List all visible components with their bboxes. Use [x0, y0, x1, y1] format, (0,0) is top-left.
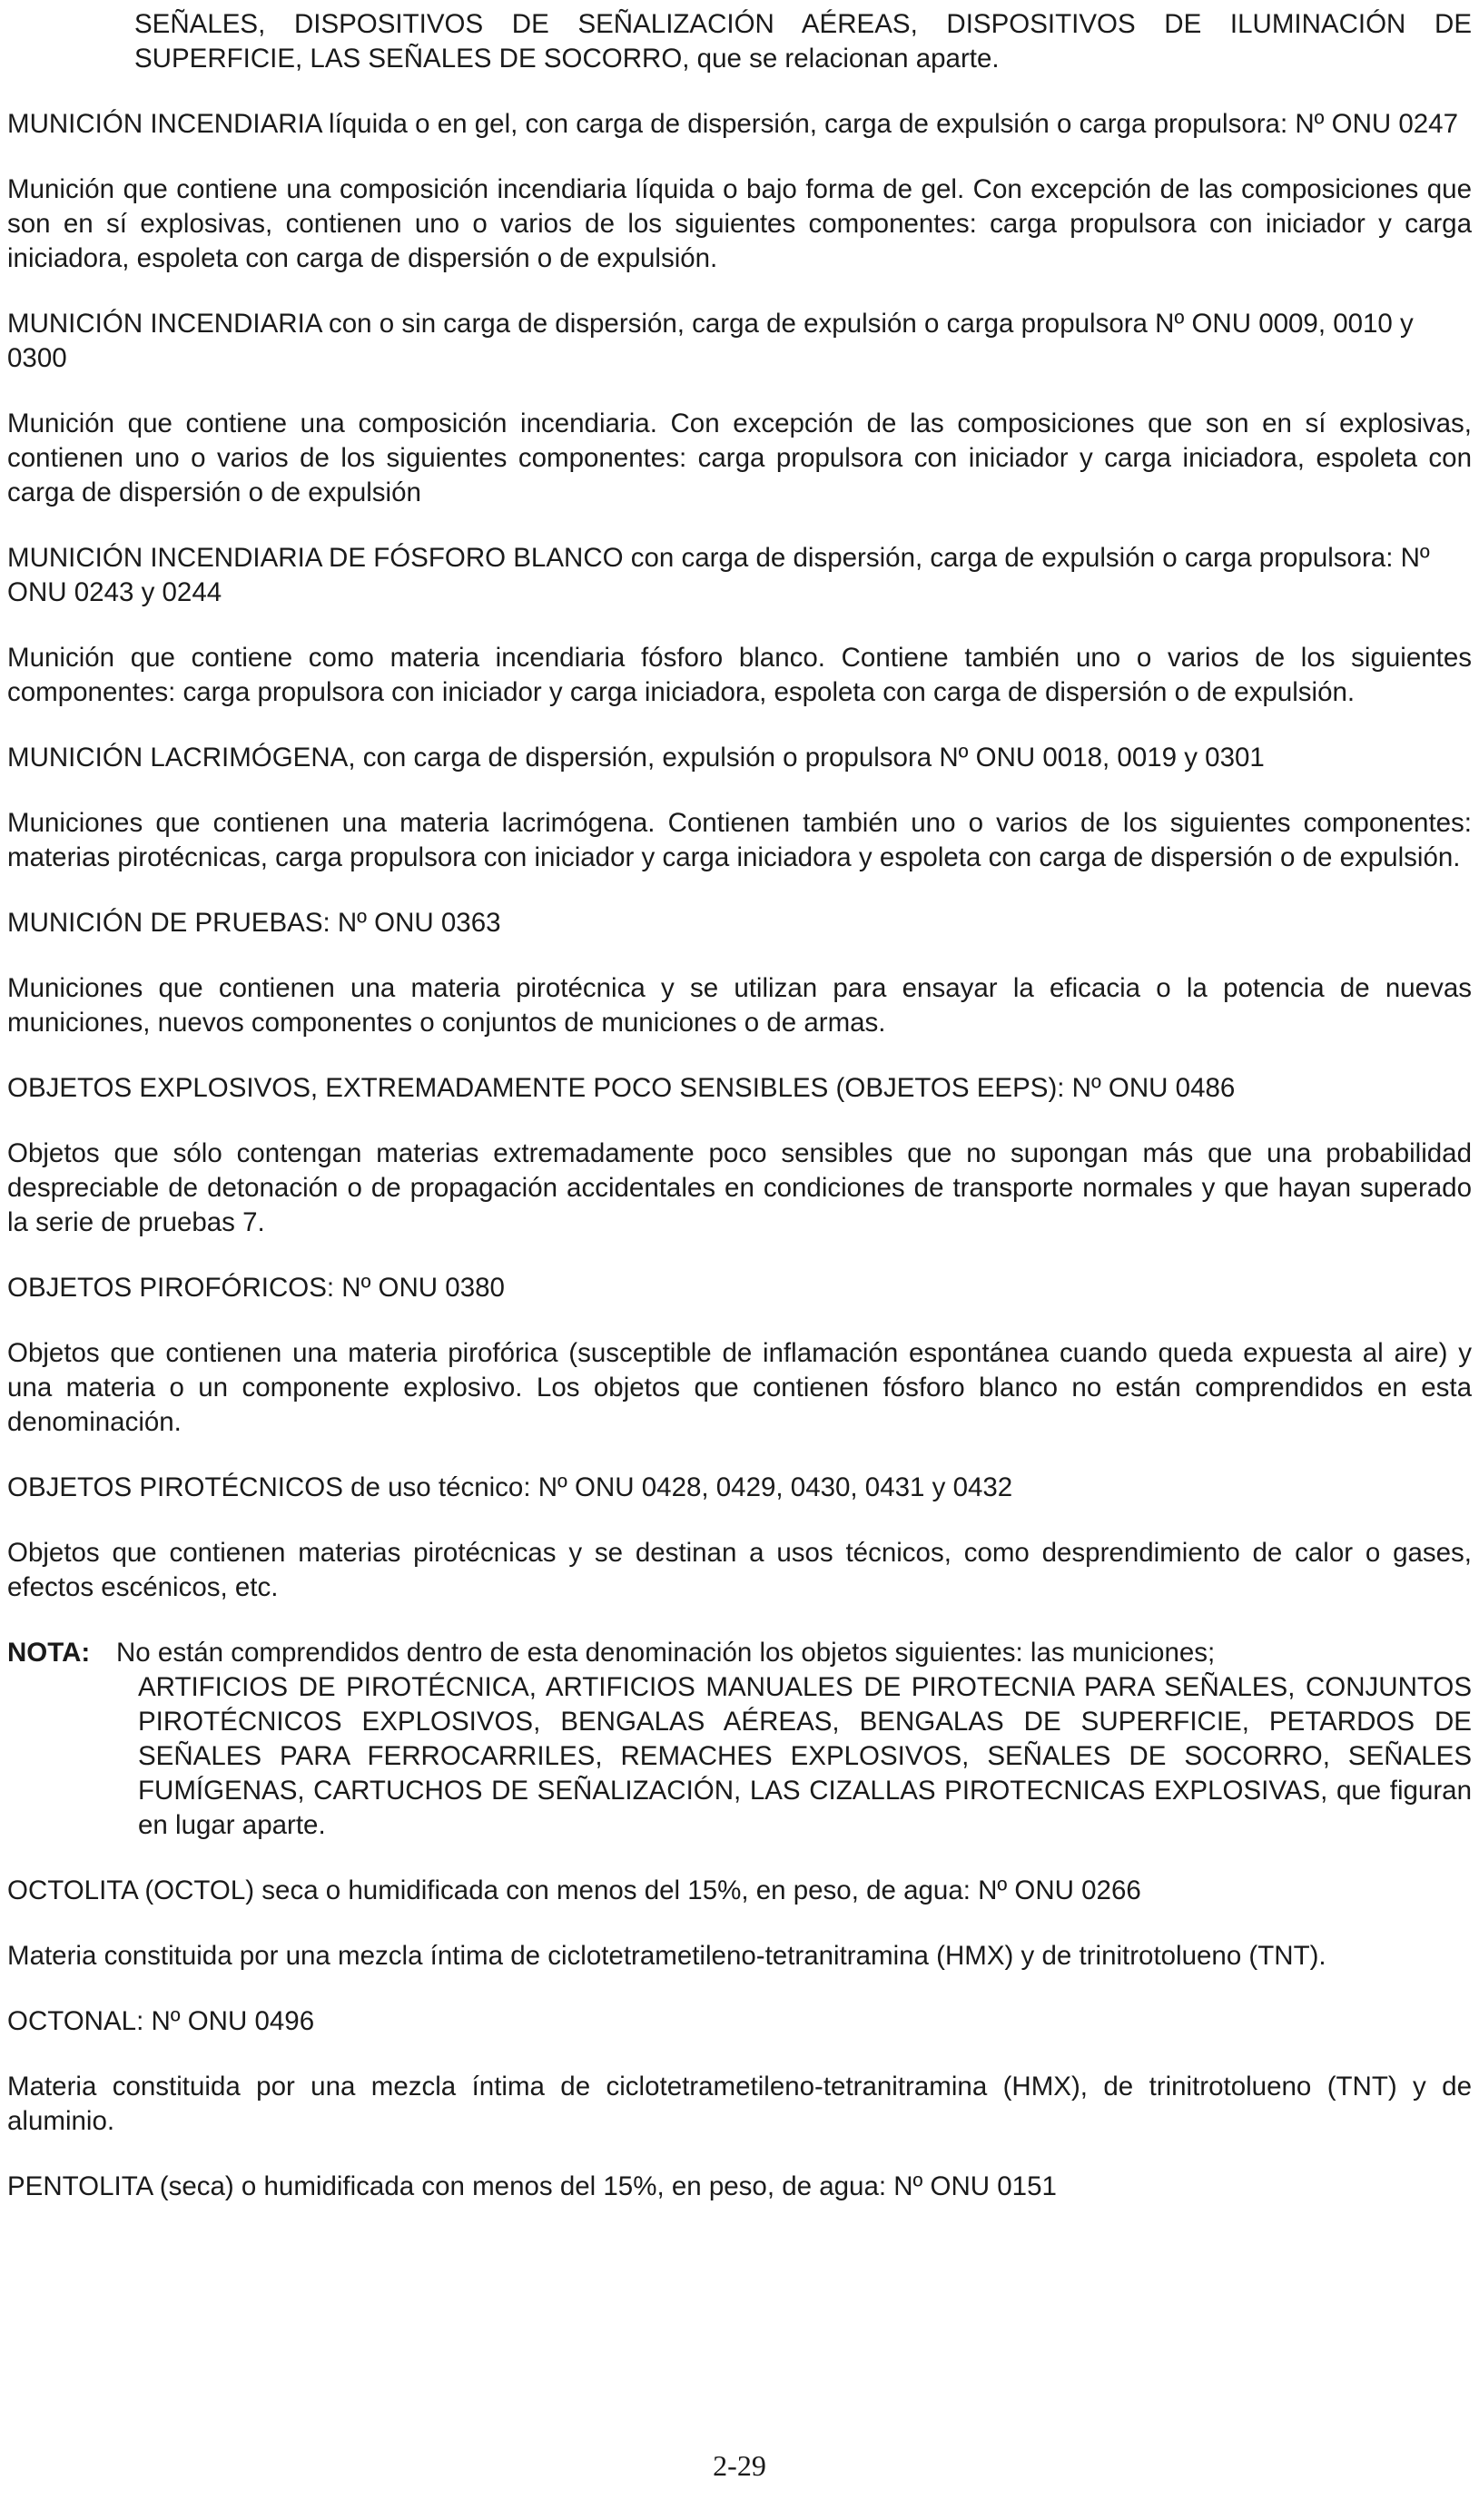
- entry-body-objetos-piroforicos: Objetos que contienen una materia pirofórica (susceptible de inflamación espontánea cuando queda expuesta al aire) y una materia o un componente explosivo. Los objetos que contienen fósforo blanco no están comprendidos en esta denominación.: [7, 1338, 1472, 1437]
- entry-body-municion-incendiaria-gel: Munición que contiene una composición incendiaria líquida o bajo forma de gel. Con excepción de las composiciones que son en sí explosivas, contienen uno o varios de los siguientes componentes: carga propulsora con iniciador y carga iniciadora, espoleta con carga de dispersión o de expulsión.: [7, 174, 1472, 273]
- entry-heading-objetos-pirotecnicos: OBJETOS PIROTÉCNICOS de uso técnico: Nº ONU 0428, 0429, 0430, 0431 y 0432: [7, 1472, 1013, 1502]
- entry-body-octonal: Materia constituida por una mezcla íntima de ciclotetrametileno-tetranitramina (HMX), de trinitrotolueno (TNT) y de aluminio.: [7, 2072, 1472, 2136]
- nota-label: NOTA:: [7, 1638, 91, 1668]
- entry-body-municion-fosforo-blanco: Munición que contiene como materia incendiaria fósforo blanco. Contiene también uno o varios de los siguientes componentes: carga propulsora con iniciador y carga iniciadora, espoleta con carga de dispersión o de expulsión.: [7, 643, 1472, 707]
- entry-body-octolita: Materia constituida por una mezcla íntima de ciclotetrametileno-tetranitramina (HMX) y de trinitrotolueno (TNT).: [7, 1941, 1326, 1971]
- nota-rest: ARTIFICIOS DE PIROTÉCNICA, ARTIFICIOS MANUALES DE PIROTECNIA PARA SEÑALES, CONJUNTOS PIROTÉCNICOS EXPLOSIVOS, BENGALAS AÉREAS, BENGALAS DE SUPERFICIE, PETARDOS DE SEÑALES PARA FERROCARRILES, REMACHES EXPLOSIVOS, SEÑALES DE SOCORRO, SEÑALES FUMÍGENAS, CARTUCHOS DE SEÑALIZACIÓN, LAS CIZALLAS PIROTECNICAS EXPLOSIVAS, que figuran en lugar aparte.: [138, 1672, 1472, 1840]
- nota-body: [118, 1636, 1472, 1843]
- entry-body-objetos-pirotecnicos: Objetos que contienen materias pirotécnicas y se destinan a usos técnicos, como desprendimiento de calor o gases, efectos escénicos, etc.: [7, 1538, 1472, 1602]
- entry-heading-municion-lacrimogena: MUNICIÓN LACRIMÓGENA, con carga de dispersión, expulsión o propulsora Nº ONU 0018, 0019 y 0301: [7, 743, 1265, 773]
- entry-heading-municion-incendiaria-gel: MUNICIÓN INCENDIARIA líquida o en gel, con carga de dispersión, carga de expulsión o carga propulsora: Nº ONU 0247: [7, 109, 1458, 139]
- entry-heading-octonal: OCTONAL: Nº ONU 0496: [7, 2006, 315, 2036]
- entry-heading-municion-pruebas: MUNICIÓN DE PRUEBAS: Nº ONU 0363: [7, 908, 501, 938]
- entry-heading-municion-incendiaria: MUNICIÓN INCENDIARIA con o sin carga de dispersión, carga de expulsión o carga propulsora Nº ONU 0009, 0010 y 0300: [7, 309, 1414, 373]
- entry-body-objetos-eeps: Objetos que sólo contengan materias extremadamente poco sensibles que no supongan más que una probabilidad despreciable de detonación o de propagación accidentales en condiciones de transporte normales y que hayan superado la serie de pruebas 7.: [7, 1138, 1472, 1237]
- entry-heading-objetos-eeps: OBJETOS EXPLOSIVOS, EXTREMADAMENTE POCO SENSIBLES (OBJETOS EEPS): Nº ONU 0486: [7, 1073, 1236, 1103]
- page-number: 2-29: [713, 2449, 766, 2482]
- nota-block: [7, 1636, 1472, 1843]
- entry-heading-municion-fosforo-blanco: MUNICIÓN INCENDIARIA DE FÓSFORO BLANCO con carga de dispersión, carga de expulsión o carga propulsora: Nº ONU 0243 y 0244: [7, 543, 1430, 607]
- entry-body-municion-incendiaria: Munición que contiene una composición incendiaria. Con excepción de las composiciones que son en sí explosivas, contienen uno o varios de los siguientes componentes: carga propulsora con iniciador y carga iniciadora, espoleta con carga de dispersión o de expulsión: [7, 409, 1472, 507]
- entry-heading-pentolita: PENTOLITA (seca) o humidificada con menos del 15%, en peso, de agua: Nº ONU 0151: [7, 2171, 1057, 2201]
- continuation-paragraph: SEÑALES, DISPOSITIVOS DE SEÑALIZACIÓN AÉREAS, DISPOSITIVOS DE ILUMINACIÓN DE SUPERFICIE, LAS SEÑALES DE SOCORRO, que se relacionan aparte.: [134, 9, 1472, 74]
- entry-heading-objetos-piroforicos: OBJETOS PIROFÓRICOS: Nº ONU 0380: [7, 1273, 505, 1303]
- nota-first-line: No están comprendidos dentro de esta denominación los objetos siguientes: las municiones;: [116, 1638, 1216, 1668]
- entry-body-municion-pruebas: Municiones que contienen una materia pirotécnica y se utilizan para ensayar la eficacia o la potencia de nuevas municiones, nuevos componentes o conjuntos de municiones o de armas.: [7, 973, 1472, 1038]
- entry-body-municion-lacrimogena: Municiones que contienen una materia lacrimógena. Contienen también uno o varios de los siguientes componentes: materias pirotécnicas, carga propulsora con iniciador y carga iniciadora y espoleta con carga de dispersión o de expulsión.: [7, 808, 1472, 872]
- entry-heading-octolita: OCTOLITA (OCTOL) seca o humidificada con menos del 15%, en peso, de agua: Nº ONU 0266: [7, 1875, 1141, 1905]
- document-page: [7, 7, 1472, 2235]
